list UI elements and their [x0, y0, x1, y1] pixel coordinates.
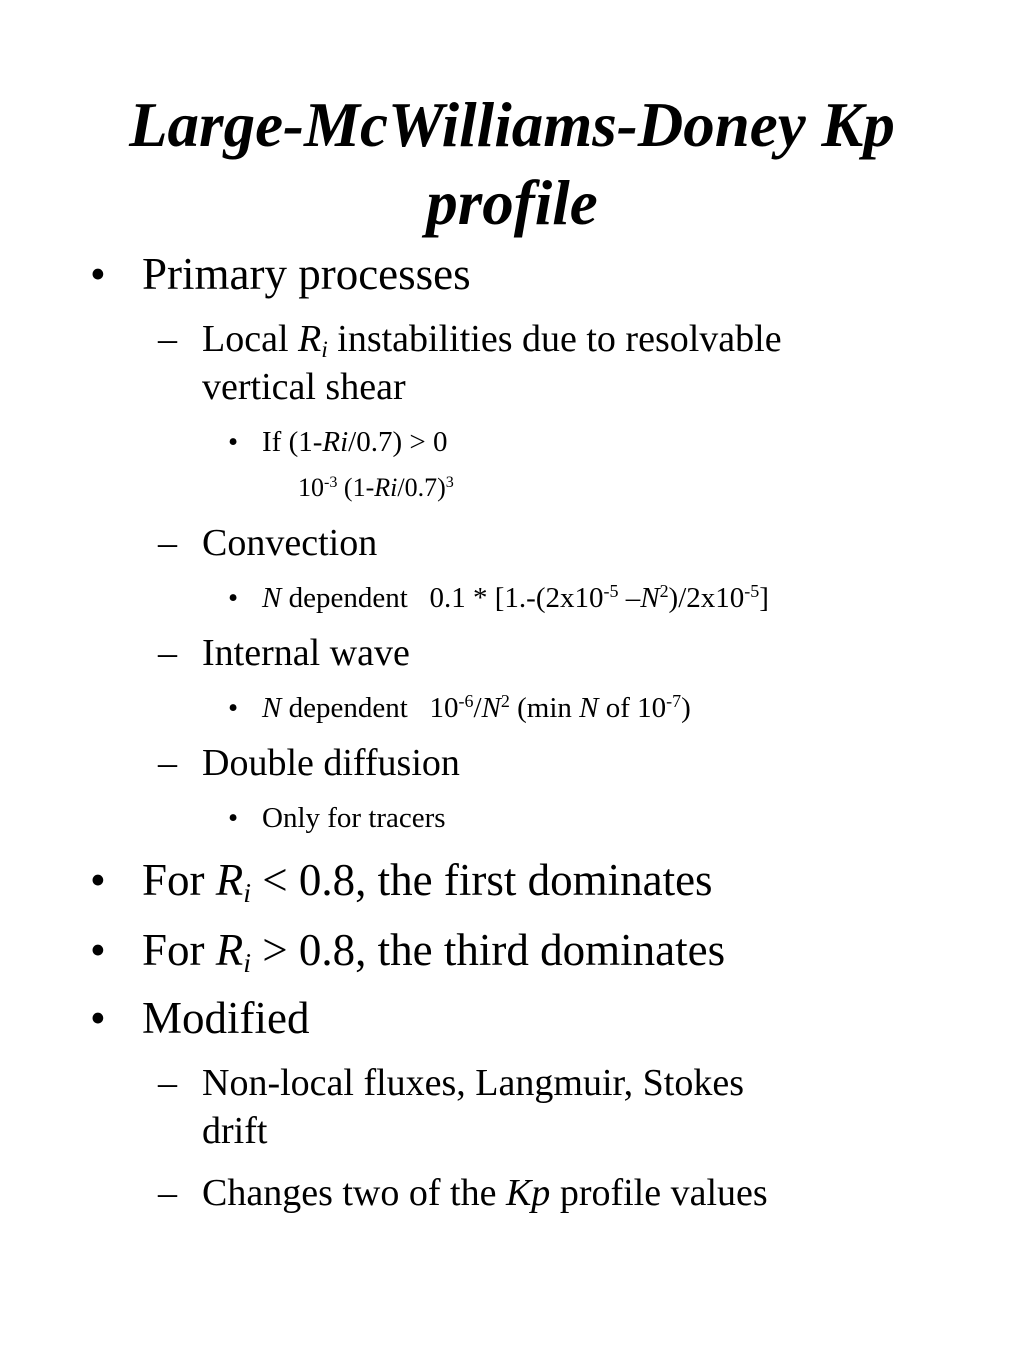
internal-wave-formula	[262, 690, 691, 726]
symbol-r: R	[215, 925, 244, 975]
subscript-i: i	[243, 947, 252, 979]
bullet-marker: •	[228, 692, 239, 724]
bullet-marker: •	[90, 249, 106, 299]
sub-bullet-convection: Convection	[202, 522, 378, 564]
text-segment: dependent 0.1 * [1.-(2x10	[281, 582, 604, 614]
sub-bullet-internal-wave: Internal wave	[202, 632, 410, 674]
symbol-r: R	[215, 855, 244, 905]
dash-marker: –	[158, 632, 177, 674]
text-segment: )/2x10	[668, 582, 745, 614]
text-segment: )	[681, 692, 691, 724]
text-segment: instabilities due to resolvable	[327, 318, 782, 360]
text-segment: dependent 10	[281, 692, 459, 724]
exponent: 2	[659, 581, 669, 602]
text-segment: /	[473, 692, 482, 724]
symbol-ri: Ri	[322, 426, 349, 458]
text-segment: of 10	[598, 692, 667, 724]
symbol-ri: Ri	[374, 473, 398, 502]
text-segment: (1-	[337, 473, 375, 502]
text-segment: /0.7)	[397, 473, 446, 502]
exponent: 2	[500, 691, 510, 712]
bullet-marker: •	[90, 993, 106, 1043]
symbol-n: N	[640, 582, 660, 614]
text-segment: Local	[202, 318, 299, 360]
bullet-ri-less	[142, 854, 713, 909]
bullet-marker: •	[228, 426, 239, 458]
dash-marker: –	[158, 1172, 177, 1214]
condition-ri	[262, 424, 448, 460]
exponent: -3	[324, 474, 338, 492]
bullet-ri-greater	[142, 924, 726, 979]
title-line-2: profile	[426, 168, 598, 238]
exponent: -5	[744, 581, 760, 602]
text-segment: –	[618, 582, 641, 614]
subscript-i: i	[321, 336, 328, 363]
title-line-1: Large-McWilliams-Doney Kp	[129, 90, 895, 160]
dash-marker: –	[158, 522, 177, 564]
sub-bullet-local-ri-continued: vertical shear	[202, 366, 406, 408]
bullet-marker: •	[228, 582, 239, 614]
text-segment: profile values	[550, 1172, 768, 1214]
tracers-note: Only for tracers	[262, 802, 446, 834]
subscript-i: i	[243, 877, 252, 909]
text-segment: ]	[759, 582, 769, 614]
sub-bullet-non-local: Non-local fluxes, Langmuir, Stokes	[202, 1062, 744, 1104]
symbol-n: N	[579, 692, 599, 724]
text-segment: (min	[509, 692, 580, 724]
exponent: -7	[666, 691, 682, 712]
exponent: 3	[445, 474, 454, 492]
sub-bullet-local-ri	[202, 316, 782, 362]
text-segment: Changes two of the	[202, 1172, 506, 1214]
text-segment: 10	[298, 473, 324, 502]
symbol-r: R	[298, 318, 322, 360]
dash-marker: –	[158, 1062, 177, 1104]
convection-formula	[262, 580, 769, 616]
text-segment: For	[142, 925, 216, 975]
sub-bullet-changes	[202, 1170, 768, 1216]
symbol-n: N	[262, 692, 282, 724]
symbol-n: N	[481, 692, 501, 724]
text-segment: /0.7) > 0	[348, 426, 448, 458]
dash-marker: –	[158, 742, 177, 784]
bullet-modified: Modified	[142, 993, 310, 1043]
text-segment: For	[142, 855, 216, 905]
bullet-marker: •	[228, 802, 239, 834]
slide-title	[0, 86, 1024, 242]
text-segment: < 0.8, the first dominates	[251, 855, 713, 905]
bullet-marker: •	[90, 855, 106, 905]
exponent: -6	[458, 691, 474, 712]
text-segment: > 0.8, the third dominates	[251, 925, 726, 975]
text-segment: If (1-	[262, 426, 323, 458]
symbol-kp: Kp	[505, 1172, 551, 1214]
bullet-primary-processes: Primary processes	[142, 249, 471, 299]
exponent: -5	[603, 581, 619, 602]
formula-ri	[298, 470, 454, 506]
bullet-marker: •	[90, 925, 106, 975]
symbol-n: N	[262, 582, 282, 614]
sub-bullet-double-diffusion: Double diffusion	[202, 742, 460, 784]
sub-bullet-non-local-continued: drift	[202, 1110, 268, 1152]
dash-marker: –	[158, 318, 177, 360]
